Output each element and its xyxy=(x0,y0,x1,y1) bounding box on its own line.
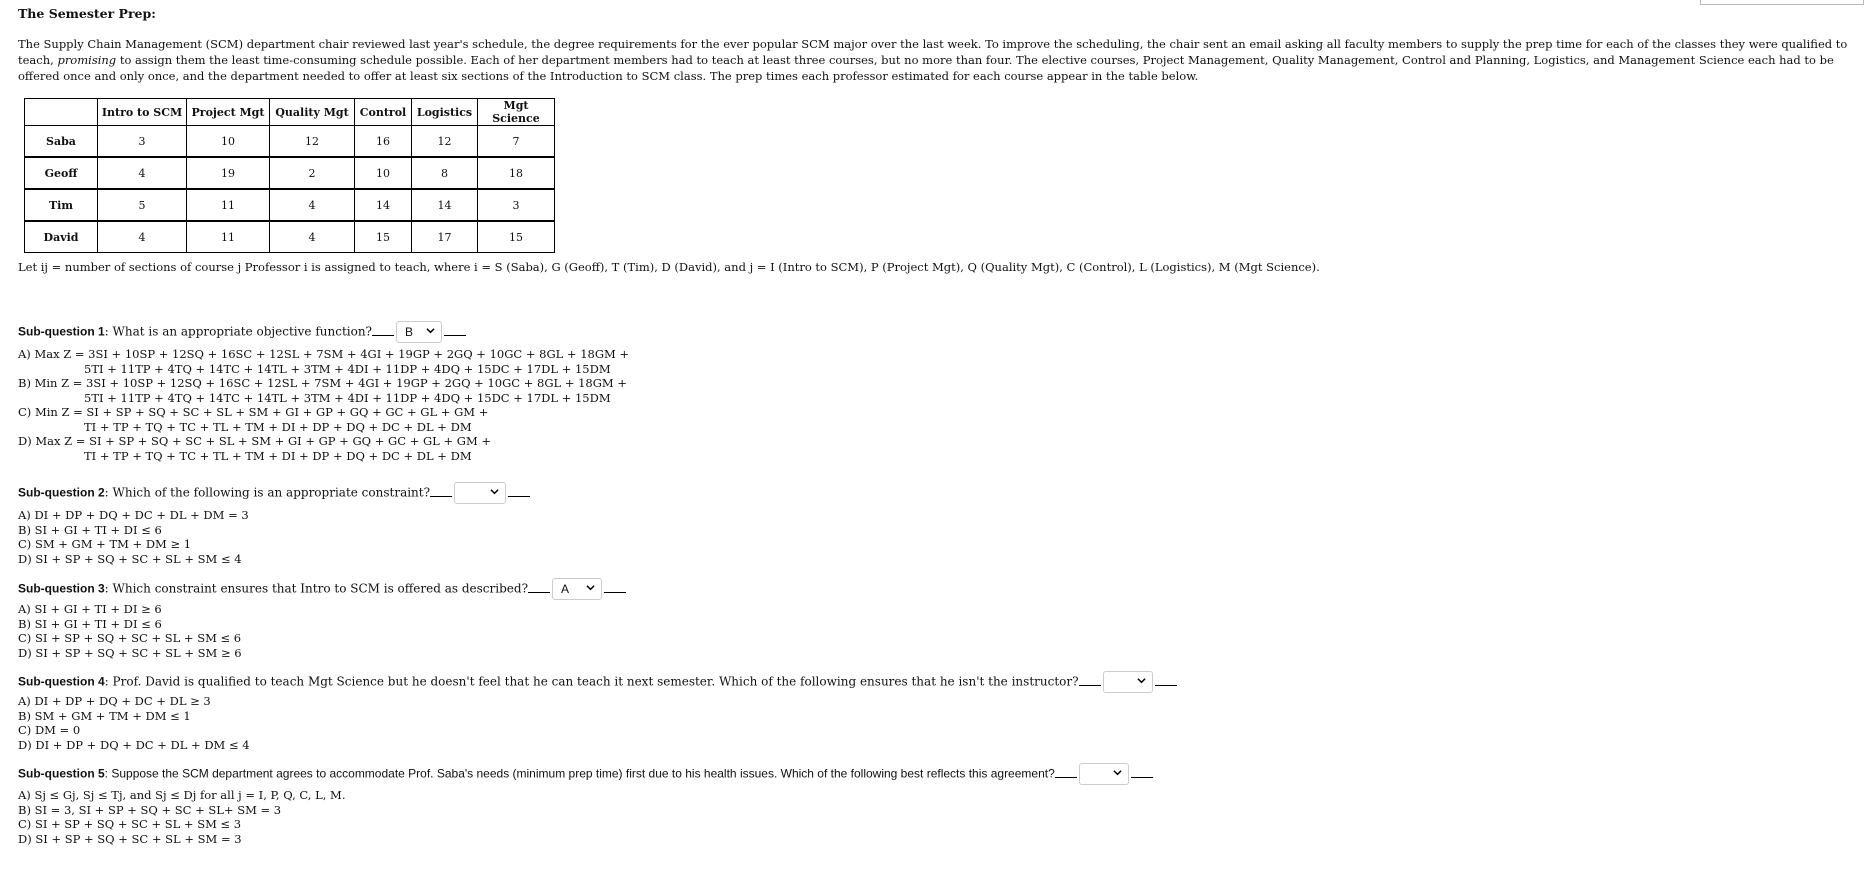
answer-blank xyxy=(444,334,466,336)
answer-blank xyxy=(372,334,394,336)
table-cell: 8 xyxy=(412,157,478,189)
table-cell: 3 xyxy=(98,126,187,158)
answer-blank xyxy=(1055,776,1077,778)
answer-blank xyxy=(508,495,530,497)
option-item: A) DI + DP + DQ + DC + DL ≥ 3 xyxy=(18,694,211,708)
answer-blank xyxy=(430,495,452,497)
option-item-continued: 5TI + 11TP + 4TQ + 14TC + 14TL + 3TM + 4DI + 11DP + 4DQ + 15DC + 17DL + 15DM xyxy=(84,361,611,376)
variable-definition: Let ij = number of sections of course j Professor i is assigned to teach, where i = S (Saba), G (Geoff), T (Tim), D (David), and j = I (Intro to SCM), P (Project Mgt), Q (Quality Mgt), C (Control), L (Logistics), M (Mgt Science). xyxy=(18,260,1320,274)
table-cell: 11 xyxy=(187,189,270,221)
option-item: B) SI = 3, SI + SP + SQ + SC + SL+ SM = 3 xyxy=(18,802,282,817)
option-item: D) SI + SP + SQ + SC + SL + SM ≥ 6 xyxy=(18,645,242,660)
table-cell: Geoff xyxy=(25,157,98,189)
table-row xyxy=(25,126,555,158)
answer-blank xyxy=(1131,776,1153,778)
option-item: A) Sj ≤ Gj, Sj ≤ Tj, and Sj ≤ Dj for all j = I, P, Q, C, L, M. xyxy=(18,788,346,802)
table-header-cell: Control xyxy=(355,99,412,126)
intro-emphasis: promising xyxy=(57,53,117,67)
subquestion-text: : Which of the following is an appropriate constraint? xyxy=(104,485,431,500)
option-item: D) SI + SP + SQ + SC + SL + SM ≤ 4 xyxy=(18,551,242,566)
table-header-cell xyxy=(25,99,98,126)
subquestion-1-options xyxy=(18,347,629,463)
option-item: C) Min Z = SI + SP + SQ + SC + SL + SM + GI + GP + GQ + GC + GL + GM + xyxy=(18,405,489,419)
answer-blank xyxy=(1079,684,1101,686)
subquestion-label: Sub-question 4 xyxy=(18,674,105,689)
table-cell: 14 xyxy=(355,189,412,221)
table-cell: 4 xyxy=(98,221,187,253)
subquestion-text: : Suppose the SCM department agrees to accommodate Prof. Saba's needs (minimum prep time) first due to his health issues. Which of the following best reflects this agreement? xyxy=(104,766,1055,781)
page-title: The Semester Prep: xyxy=(18,6,156,21)
table-cell: 17 xyxy=(412,221,478,253)
table-row xyxy=(25,189,555,221)
table-cell: 11 xyxy=(187,221,270,253)
table-cell: 4 xyxy=(98,157,187,189)
chevron-down-icon xyxy=(1137,676,1146,685)
option-item: C) SI + SP + SQ + SC + SL + SM ≤ 6 xyxy=(18,631,242,645)
table-cell: 2 xyxy=(270,157,355,189)
answer-blank xyxy=(528,591,550,593)
table-header-cell: Mgt Science xyxy=(478,99,555,126)
answer-select-5[interactable] xyxy=(1079,763,1129,785)
table-cell: 10 xyxy=(187,126,270,158)
chevron-down-icon xyxy=(490,487,499,496)
table-cell: 10 xyxy=(355,157,412,189)
chevron-down-icon xyxy=(426,326,435,335)
subquestion-3 xyxy=(18,578,626,600)
answer-select-2[interactable] xyxy=(454,482,506,504)
chevron-down-icon xyxy=(1113,768,1122,777)
option-item: D) Max Z = SI + SP + SQ + SC + SL + SM + GI + GP + GQ + GC + GL + GM + xyxy=(18,434,492,448)
intro-text-b: to assign them the least time-consuming schedule possible. Each of her department members had to teach at least three courses, but no more than four. The elective courses, Project Management, Quality Management, Control and Planning, Logistics, and Management Science each had to be offered once and only once, and the department needed to offer at least six sections of the Introduction to SCM class. The prep times each professor estimated for each course appear in the table below. xyxy=(18,53,1834,83)
subquestion-label: Sub-question 1 xyxy=(18,324,105,339)
subquestion-2-options xyxy=(18,508,249,566)
table-cell: 12 xyxy=(412,126,478,158)
table-cell: 5 xyxy=(98,189,187,221)
subquestion-3-options xyxy=(18,602,242,660)
subquestion-label: Sub-question 3 xyxy=(18,581,105,596)
option-item: A) SI + GI + TI + DI ≥ 6 xyxy=(18,602,162,616)
table-cell: 7 xyxy=(478,126,555,158)
option-item: D) SI + SP + SQ + SC + SL + SM = 3 xyxy=(18,831,242,846)
prep-time-table xyxy=(24,98,555,253)
table-row xyxy=(25,157,555,189)
table-cell: 18 xyxy=(478,157,555,189)
answer-select-4[interactable] xyxy=(1103,671,1153,693)
option-item: C) DM = 0 xyxy=(18,723,81,737)
option-item-continued: TI + TP + TQ + TC + TL + TM + DI + DP + DQ + DC + DL + DM xyxy=(84,448,472,463)
option-item: B) Min Z = 3SI + 10SP + 12SQ + 16SC + 12SL + 7SM + 4GI + 19GP + 2GQ + 10GC + 8GL + 18GM + xyxy=(18,376,627,390)
option-item: A) Max Z = 3SI + 10SP + 12SQ + 16SC + 12SL + 7SM + 4GI + 19GP + 2GQ + 10GC + 8GL + 18GM + xyxy=(18,347,630,361)
answer-blank xyxy=(604,591,626,593)
answer-select-3[interactable] xyxy=(552,578,602,600)
chevron-down-icon xyxy=(586,583,595,592)
table-cell: Tim xyxy=(25,189,98,221)
table-cell: 19 xyxy=(187,157,270,189)
option-item: B) SM + GM + TM + DM ≤ 1 xyxy=(18,708,191,723)
table-cell: Saba xyxy=(25,126,98,158)
selected-answer: B xyxy=(405,325,414,339)
option-item: D) DI + DP + DQ + DC + DL + DM ≤ 4 xyxy=(18,737,250,752)
table-cell: 15 xyxy=(355,221,412,253)
subquestion-5 xyxy=(18,763,1153,785)
option-item-continued: 5TI + 11TP + 4TQ + 14TC + 14TL + 3TM + 4DI + 11DP + 4DQ + 15DC + 17DL + 15DM xyxy=(84,390,611,405)
option-item: C) SI + SP + SQ + SC + SL + SM ≤ 3 xyxy=(18,817,242,831)
subquestion-2 xyxy=(18,482,530,504)
table-row xyxy=(25,221,555,253)
subquestion-4 xyxy=(18,671,1177,693)
table-header-row xyxy=(25,99,555,126)
top-right-box xyxy=(1700,0,1864,5)
option-item: A) DI + DP + DQ + DC + DL + DM = 3 xyxy=(18,508,249,522)
table-cell: David xyxy=(25,221,98,253)
option-item-continued: TI + TP + TQ + TC + TL + TM + DI + DP + DQ + DC + DL + DM xyxy=(84,419,472,434)
subquestion-5-options xyxy=(18,788,345,846)
subquestion-1 xyxy=(18,321,466,343)
subquestion-4-options xyxy=(18,694,250,752)
table-header-cell: Quality Mgt xyxy=(270,99,355,126)
table-cell: 16 xyxy=(355,126,412,158)
option-item: B) SI + GI + TI + DI ≤ 6 xyxy=(18,616,162,631)
table-header-cell: Intro to SCM xyxy=(98,99,187,126)
intro-paragraph xyxy=(18,36,1848,84)
option-item: B) SI + GI + TI + DI ≤ 6 xyxy=(18,522,162,537)
table-cell: 4 xyxy=(270,221,355,253)
subquestion-text: : Which constraint ensures that Intro to SCM is offered as described? xyxy=(104,581,528,596)
table-header-cell: Project Mgt xyxy=(187,99,270,126)
subquestion-text: : Prof. David is qualified to teach Mgt Science but he doesn't feel that he can teach it next semester. Which of the following ensures that he isn't the instructor? xyxy=(104,674,1079,689)
subquestion-label: Sub-question 2 xyxy=(18,485,105,500)
selected-answer: A xyxy=(561,582,570,596)
answer-blank xyxy=(1155,684,1177,686)
table-cell: 3 xyxy=(478,189,555,221)
table-cell: 14 xyxy=(412,189,478,221)
table-cell: 12 xyxy=(270,126,355,158)
table-cell: 15 xyxy=(478,221,555,253)
table-header-cell: Logistics xyxy=(412,99,478,126)
subquestion-text: : What is an appropriate objective function? xyxy=(104,324,372,339)
table-cell: 4 xyxy=(270,189,355,221)
option-item: C) SM + GM + TM + DM ≥ 1 xyxy=(18,537,192,551)
subquestion-label: Sub-question 5 xyxy=(18,766,105,781)
answer-select-1[interactable] xyxy=(396,321,442,343)
intro-text-a: The Supply Chain Management (SCM) department chair reviewed last year's schedule, the degree requirements for the ever popular SCM major over the last week. To improve the scheduling, the chair sent an email asking all faculty members to supply the prep time for each of the classes they were qualified to teach, xyxy=(18,37,1848,67)
